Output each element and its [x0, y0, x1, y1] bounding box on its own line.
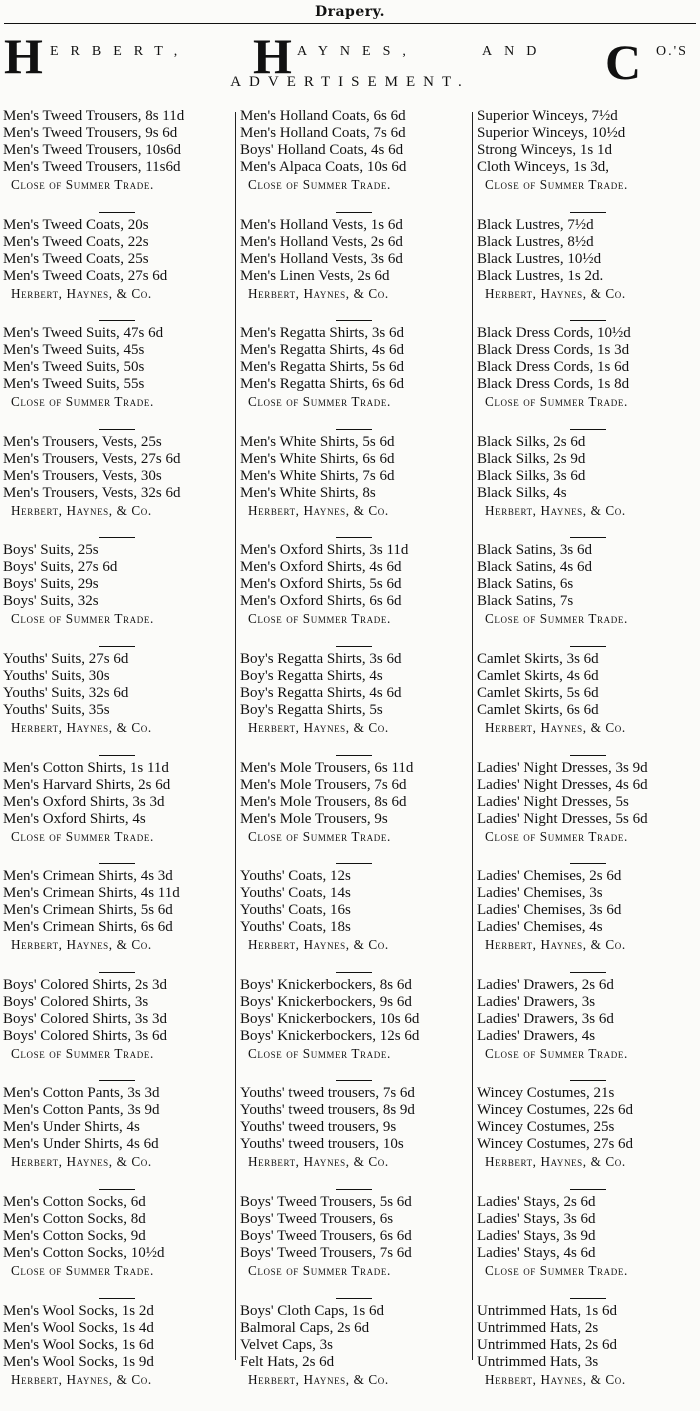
price-line: Boys' Colored Shirts, 3s: [3, 993, 149, 1010]
price-line: Untrimmed Hats, 2s: [477, 1319, 599, 1336]
block-trailer: Herbert, Haynes, & Co.: [11, 285, 152, 301]
block-separator: [99, 646, 135, 647]
block-separator: [99, 1080, 135, 1081]
ad-block: [3, 868, 231, 977]
column-1: [3, 108, 231, 1411]
ad-block: [240, 542, 468, 651]
block-separator: [336, 863, 372, 864]
price-line: Youths' Suits, 32s 6d: [3, 684, 129, 701]
block-trailer: Herbert, Haynes, & Co.: [11, 1371, 152, 1387]
price-line: Men's Cotton Pants, 3s 3d: [3, 1085, 160, 1102]
price-line: Men's Tweed Coats, 27s 6d: [3, 267, 168, 284]
price-line: Black Dress Cords, 10½d: [477, 325, 631, 342]
ad-block: [240, 868, 468, 977]
price-line: Men's Oxford Shirts, 6s 6d: [240, 593, 402, 610]
price-line: Black Lustres, 1s 2d.: [477, 267, 604, 284]
ad-block: [477, 1303, 699, 1411]
price-line: Ladies' Stays, 3s 9d: [477, 1227, 596, 1244]
block-trailer: Close of Summer Trade.: [485, 394, 628, 410]
price-line: Men's Tweed Coats, 20s: [3, 216, 149, 233]
price-line: Black Satins, 4s 6d: [477, 559, 592, 576]
block-trailer: Herbert, Haynes, & Co.: [485, 937, 626, 953]
block-trailer: Herbert, Haynes, & Co.: [248, 502, 389, 518]
headline-initial-h-2: H: [253, 28, 292, 84]
price-line: Men's Tweed Suits, 45s: [3, 342, 145, 359]
price-line: Black Satins, 6s: [477, 576, 574, 593]
ad-block: [240, 651, 468, 760]
block-trailer: Herbert, Haynes, & Co.: [248, 719, 389, 735]
ad-block: [3, 434, 231, 543]
block-separator: [570, 863, 606, 864]
price-line: Men's Harvard Shirts, 2s 6d: [3, 776, 171, 793]
price-line: Men's Holland Vests, 3s 6d: [240, 250, 403, 267]
price-line: Men's Cotton Pants, 3s 9d: [3, 1102, 160, 1119]
column-2: [240, 108, 468, 1411]
block-separator: [99, 863, 135, 864]
headline-word-haynes: AYNES,: [297, 44, 418, 59]
price-line: Men's White Shirts, 6s 6d: [240, 450, 395, 467]
price-line: Men's Tweed Coats, 22s: [3, 233, 149, 250]
price-line: Men's Trousers, Vests, 27s 6d: [3, 450, 181, 467]
block-separator: [336, 972, 372, 973]
price-line: Boy's Regatta Shirts, 4s 6d: [240, 684, 402, 701]
ad-block: [3, 1303, 231, 1411]
price-line: Boy's Regatta Shirts, 4s: [240, 667, 383, 684]
price-line: Youths' tweed trousers, 7s 6d: [240, 1085, 415, 1102]
block-trailer: Close of Summer Trade.: [248, 611, 391, 627]
price-line: Boy's Regatta Shirts, 5s: [240, 701, 383, 718]
ad-block: [240, 1194, 468, 1303]
price-line: Black Dress Cords, 1s 3d: [477, 342, 630, 359]
price-line: Men's Regatta Shirts, 5s 6d: [240, 359, 404, 376]
price-line: Men's Cotton Socks, 6d: [3, 1193, 146, 1210]
price-line: Men's Mole Trousers, 6s 11d: [240, 759, 414, 776]
price-line: Men's Oxford Shirts, 5s 6d: [240, 576, 402, 593]
ad-block: [240, 108, 468, 217]
price-line: Men's Wool Socks, 1s 4d: [3, 1319, 154, 1336]
block-trailer: Close of Summer Trade.: [248, 828, 391, 844]
block-separator: [336, 429, 372, 430]
ad-block: [477, 977, 699, 1086]
price-line: Men's Regatta Shirts, 4s 6d: [240, 342, 404, 359]
price-line: Ladies' Chemises, 4s: [477, 919, 603, 936]
price-line: Black Dress Cords, 1s 6d: [477, 359, 630, 376]
price-line: Men's Cotton Socks, 8d: [3, 1210, 146, 1227]
ad-block: [477, 760, 699, 869]
block-separator: [99, 537, 135, 538]
block-separator: [570, 320, 606, 321]
block-separator: [99, 1298, 135, 1299]
price-line: Camlet Skirts, 5s 6d: [477, 684, 599, 701]
block-trailer: Close of Summer Trade.: [485, 177, 628, 192]
block-separator: [570, 1189, 606, 1190]
price-line: Men's Wool Socks, 1s 6d: [3, 1336, 154, 1353]
block-separator: [99, 320, 135, 321]
block-separator: [99, 1189, 135, 1190]
price-line: Felt Hats, 2s 6d: [240, 1353, 335, 1370]
price-line: Youths' tweed trousers, 10s: [240, 1136, 404, 1153]
price-line: Strong Winceys, 1s 1d: [477, 142, 612, 158]
price-line: Ladies' Drawers, 3s 6d: [477, 1010, 614, 1027]
price-line: Camlet Skirts, 4s 6d: [477, 667, 599, 684]
price-line: Black Dress Cords, 1s 8d: [477, 376, 630, 393]
price-line: Wincey Costumes, 25s: [477, 1119, 615, 1136]
block-trailer: Close of Summer Trade.: [11, 828, 154, 844]
price-line: Untrimmed Hats, 2s 6d: [477, 1336, 617, 1353]
ad-block: [3, 1085, 231, 1194]
price-line: Untrimmed Hats, 1s 6d: [477, 1302, 617, 1319]
price-line: Men's White Shirts, 5s 6d: [240, 433, 395, 450]
price-line: Boys' Holland Coats, 4s 6d: [240, 142, 404, 158]
price-line: Youths' Suits, 30s: [3, 667, 110, 684]
block-separator: [570, 1298, 606, 1299]
price-line: Wincey Costumes, 27s 6d: [477, 1136, 634, 1153]
running-head: Drapery.: [314, 4, 386, 20]
price-line: Men's Tweed Trousers, 10s6d: [3, 142, 182, 158]
price-line: Camlet Skirts, 6s 6d: [477, 701, 599, 718]
price-line: Youths' tweed trousers, 9s: [240, 1119, 397, 1136]
price-line: Boys' Suits, 29s: [3, 576, 99, 593]
price-line: Camlet Skirts, 3s 6d: [477, 650, 599, 667]
price-line: Ladies' Drawers, 3s: [477, 993, 596, 1010]
price-line: Ladies' Drawers, 4s: [477, 1027, 596, 1044]
price-line: Ladies' Chemises, 3s: [477, 885, 603, 902]
price-line: Boys' Suits, 27s 6d: [3, 559, 118, 576]
price-line: Men's Mole Trousers, 8s 6d: [240, 793, 407, 810]
price-line: Black Lustres, 8½d: [477, 233, 594, 250]
price-line: Youths' tweed trousers, 8s 9d: [240, 1102, 415, 1119]
ad-block: [3, 217, 231, 326]
ad-block: [477, 434, 699, 543]
price-line: Youths' Suits, 27s 6d: [3, 650, 129, 667]
column-rule: [472, 112, 473, 1360]
price-line: Men's Under Shirts, 4s: [3, 1119, 140, 1136]
price-line: Black Silks, 2s 6d: [477, 433, 586, 450]
price-line: Boys' Tweed Trousers, 5s 6d: [240, 1193, 412, 1210]
price-line: Boys' Knickerbockers, 12s 6d: [240, 1027, 420, 1044]
block-separator: [336, 320, 372, 321]
block-separator: [336, 755, 372, 756]
price-line: Youths' Suits, 35s: [3, 701, 110, 718]
block-separator: [336, 1298, 372, 1299]
price-line: Youths' Coats, 14s: [240, 885, 351, 902]
block-separator: [570, 646, 606, 647]
block-separator: [336, 1189, 372, 1190]
headline-initial-c: C: [605, 34, 642, 90]
block-separator: [570, 537, 606, 538]
block-trailer: Herbert, Haynes, & Co.: [485, 719, 626, 735]
headline-initial-h-1: H: [4, 28, 43, 84]
price-line: Cloth Winceys, 1s 3d,: [477, 159, 610, 175]
price-line: Men's Under Shirts, 4s 6d: [3, 1136, 159, 1153]
price-line: Men's Crimean Shirts, 4s 3d: [3, 868, 173, 885]
price-line: Men's Crimean Shirts, 4s 11d: [3, 885, 180, 902]
ad-block: [3, 542, 231, 651]
price-line: Men's Crimean Shirts, 6s 6d: [3, 919, 173, 936]
price-line: Men's Tweed Suits, 47s 6d: [3, 325, 164, 342]
price-line: Men's Tweed Trousers, 8s 11d: [3, 108, 185, 124]
block-trailer: Close of Summer Trade.: [485, 828, 628, 844]
price-line: Wincey Costumes, 21s: [477, 1085, 615, 1102]
price-line: Youths' Coats, 12s: [240, 868, 351, 885]
price-line: Black Silks, 2s 9d: [477, 450, 586, 467]
ad-block: [240, 1303, 468, 1411]
block-separator: [570, 1080, 606, 1081]
price-line: Boys' Colored Shirts, 2s 3d: [3, 976, 167, 993]
price-line: Boys' Suits, 32s: [3, 593, 99, 610]
block-trailer: Close of Summer Trade.: [248, 1262, 391, 1278]
ad-block: [477, 217, 699, 326]
price-line: Ladies' Chemises, 2s 6d: [477, 868, 622, 885]
price-line: Men's Holland Coats, 6s 6d: [240, 108, 406, 124]
price-line: Men's White Shirts, 8s: [240, 484, 376, 501]
block-separator: [99, 429, 135, 430]
price-line: Men's Wool Socks, 1s 2d: [3, 1302, 154, 1319]
block-separator: [570, 755, 606, 756]
block-trailer: Close of Summer Trade.: [248, 177, 391, 192]
column-3: [477, 108, 699, 1411]
ad-block: [477, 651, 699, 760]
ad-block: [3, 977, 231, 1086]
price-line: Men's Linen Vests, 2s 6d: [240, 267, 390, 284]
price-line: Ladies' Night Dresses, 3s 9d: [477, 759, 648, 776]
block-trailer: Herbert, Haynes, & Co.: [11, 937, 152, 953]
price-line: Men's Regatta Shirts, 6s 6d: [240, 376, 404, 393]
price-line: Black Satins, 3s 6d: [477, 542, 592, 559]
block-trailer: Close of Summer Trade.: [11, 177, 154, 192]
block-separator: [99, 755, 135, 756]
price-line: Men's Wool Socks, 1s 9d: [3, 1353, 154, 1370]
price-line: Youths' Coats, 16s: [240, 902, 351, 919]
price-line: Ladies' Stays, 2s 6d: [477, 1193, 596, 1210]
ad-block: [240, 760, 468, 869]
price-line: Ladies' Drawers, 2s 6d: [477, 976, 614, 993]
block-trailer: Herbert, Haynes, & Co.: [485, 1371, 626, 1387]
block-separator: [336, 1080, 372, 1081]
price-line: Men's White Shirts, 7s 6d: [240, 467, 395, 484]
price-line: Ladies' Chemises, 3s 6d: [477, 902, 622, 919]
advertisement-columns: [0, 108, 700, 1387]
ad-block: [477, 325, 699, 434]
block-separator: [99, 972, 135, 973]
price-line: Men's Crimean Shirts, 5s 6d: [3, 902, 173, 919]
top-rule: [4, 23, 696, 24]
block-trailer: Close of Summer Trade.: [485, 1045, 628, 1061]
block-trailer: Herbert, Haynes, & Co.: [11, 719, 152, 735]
price-line: Black Silks, 3s 6d: [477, 467, 586, 484]
ad-block: [240, 434, 468, 543]
ad-block: [240, 977, 468, 1086]
price-line: Untrimmed Hats, 3s: [477, 1353, 599, 1370]
price-line: Boys' Colored Shirts, 3s 6d: [3, 1027, 167, 1044]
headline-word-and: AND: [482, 44, 549, 59]
block-trailer: Close of Summer Trade.: [11, 394, 154, 410]
price-line: Superior Winceys, 10½d: [477, 125, 626, 141]
ad-block: [3, 325, 231, 434]
ad-block: [3, 760, 231, 869]
price-line: Boys' Knickerbockers, 9s 6d: [240, 993, 412, 1010]
price-line: Men's Regatta Shirts, 3s 6d: [240, 325, 404, 342]
price-line: Men's Oxford Shirts, 4s: [3, 810, 146, 827]
ad-block: [3, 108, 231, 217]
price-line: Wincey Costumes, 22s 6d: [477, 1102, 634, 1119]
price-line: Black Silks, 4s: [477, 484, 567, 501]
price-line: Men's Oxford Shirts, 4s 6d: [240, 559, 402, 576]
price-line: Ladies' Night Dresses, 5s 6d: [477, 810, 648, 827]
price-line: Men's Alpaca Coats, 10s 6d: [240, 159, 407, 175]
block-trailer: Herbert, Haynes, & Co.: [11, 502, 152, 518]
price-line: Boys' Suits, 25s: [3, 542, 99, 559]
price-line: Velvet Caps, 3s: [240, 1336, 333, 1353]
ad-block: [477, 1085, 699, 1194]
price-line: Men's Cotton Socks, 10½d: [3, 1244, 165, 1261]
price-line: Men's Tweed Trousers, 11s6d: [3, 159, 181, 175]
price-line: Men's Holland Vests, 1s 6d: [240, 216, 403, 233]
block-separator: [336, 646, 372, 647]
price-line: Balmoral Caps, 2s 6d: [240, 1319, 370, 1336]
price-line: Boys' Knickerbockers, 10s 6d: [240, 1010, 420, 1027]
price-line: Boys' Cloth Caps, 1s 6d: [240, 1302, 384, 1319]
price-line: Men's Mole Trousers, 7s 6d: [240, 776, 407, 793]
price-line: Men's Oxford Shirts, 3s 11d: [240, 542, 409, 559]
price-line: Boys' Colored Shirts, 3s 3d: [3, 1010, 167, 1027]
ad-block: [477, 868, 699, 977]
price-line: Boys' Tweed Trousers, 6s 6d: [240, 1227, 412, 1244]
price-line: Superior Winceys, 7½d: [477, 108, 618, 124]
price-line: Men's Cotton Socks, 9d: [3, 1227, 146, 1244]
price-line: Men's Tweed Suits, 50s: [3, 359, 145, 376]
block-trailer: Herbert, Haynes, & Co.: [485, 502, 626, 518]
block-trailer: Close of Summer Trade.: [485, 1262, 628, 1278]
price-line: Ladies' Stays, 3s 6d: [477, 1210, 596, 1227]
block-trailer: Close of Summer Trade.: [11, 1045, 154, 1061]
block-trailer: Herbert, Haynes, & Co.: [248, 937, 389, 953]
ad-block: [240, 325, 468, 434]
block-separator: [99, 212, 135, 213]
block-trailer: Close of Summer Trade.: [248, 1045, 391, 1061]
ad-block: [477, 1194, 699, 1303]
ad-block: [240, 1085, 468, 1194]
price-line: Men's Holland Vests, 2s 6d: [240, 233, 403, 250]
price-line: Men's Trousers, Vests, 30s: [3, 467, 162, 484]
headline-word-herbert: ERBERT,: [50, 44, 190, 59]
price-line: Boy's Regatta Shirts, 3s 6d: [240, 650, 402, 667]
price-line: Black Lustres, 10½d: [477, 250, 602, 267]
price-line: Men's Oxford Shirts, 3s 3d: [3, 793, 165, 810]
block-separator: [570, 212, 606, 213]
block-separator: [570, 429, 606, 430]
price-line: Black Lustres, 7½d: [477, 216, 594, 233]
block-separator: [336, 212, 372, 213]
block-trailer: Close of Summer Trade.: [11, 611, 154, 627]
ad-block: [477, 542, 699, 651]
price-line: Ladies' Night Dresses, 4s 6d: [477, 776, 648, 793]
block-trailer: Herbert, Haynes, & Co.: [248, 1371, 389, 1387]
price-line: Men's Tweed Trousers, 9s 6d: [3, 125, 178, 141]
price-line: Youths' Coats, 18s: [240, 919, 351, 936]
column-rule: [235, 112, 236, 1360]
block-trailer: Close of Summer Trade.: [485, 611, 628, 627]
block-trailer: Close of Summer Trade.: [11, 1262, 154, 1278]
block-separator: [570, 972, 606, 973]
block-trailer: Herbert, Haynes, & Co.: [11, 1154, 152, 1170]
price-line: Men's Cotton Shirts, 1s 11d: [3, 759, 169, 776]
block-trailer: Herbert, Haynes, & Co.: [485, 285, 626, 301]
price-line: Boys' Tweed Trousers, 7s 6d: [240, 1244, 412, 1261]
block-trailer: Herbert, Haynes, & Co.: [248, 1154, 389, 1170]
ad-block: [240, 217, 468, 326]
price-line: Men's Tweed Suits, 55s: [3, 376, 145, 393]
subhead: ADVERTISEMENT.: [230, 74, 470, 90]
block-separator: [336, 537, 372, 538]
ad-block: [3, 651, 231, 760]
price-line: Men's Tweed Coats, 25s: [3, 250, 149, 267]
price-line: Boys' Tweed Trousers, 6s: [240, 1210, 394, 1227]
block-trailer: Herbert, Haynes, & Co.: [485, 1154, 626, 1170]
headline-word-cos: O.'S: [656, 44, 688, 59]
price-line: Men's Holland Coats, 7s 6d: [240, 125, 406, 141]
price-line: Men's Mole Trousers, 9s: [240, 810, 388, 827]
price-line: Boys' Knickerbockers, 8s 6d: [240, 976, 412, 993]
price-line: Men's Trousers, Vests, 25s: [3, 433, 162, 450]
block-trailer: Herbert, Haynes, & Co.: [248, 285, 389, 301]
price-line: Ladies' Night Dresses, 5s: [477, 793, 629, 810]
price-line: Ladies' Stays, 4s 6d: [477, 1244, 596, 1261]
ad-block: [477, 108, 699, 217]
price-line: Men's Trousers, Vests, 32s 6d: [3, 484, 181, 501]
price-line: Black Satins, 7s: [477, 593, 574, 610]
ad-block: [3, 1194, 231, 1303]
block-trailer: Close of Summer Trade.: [248, 394, 391, 410]
